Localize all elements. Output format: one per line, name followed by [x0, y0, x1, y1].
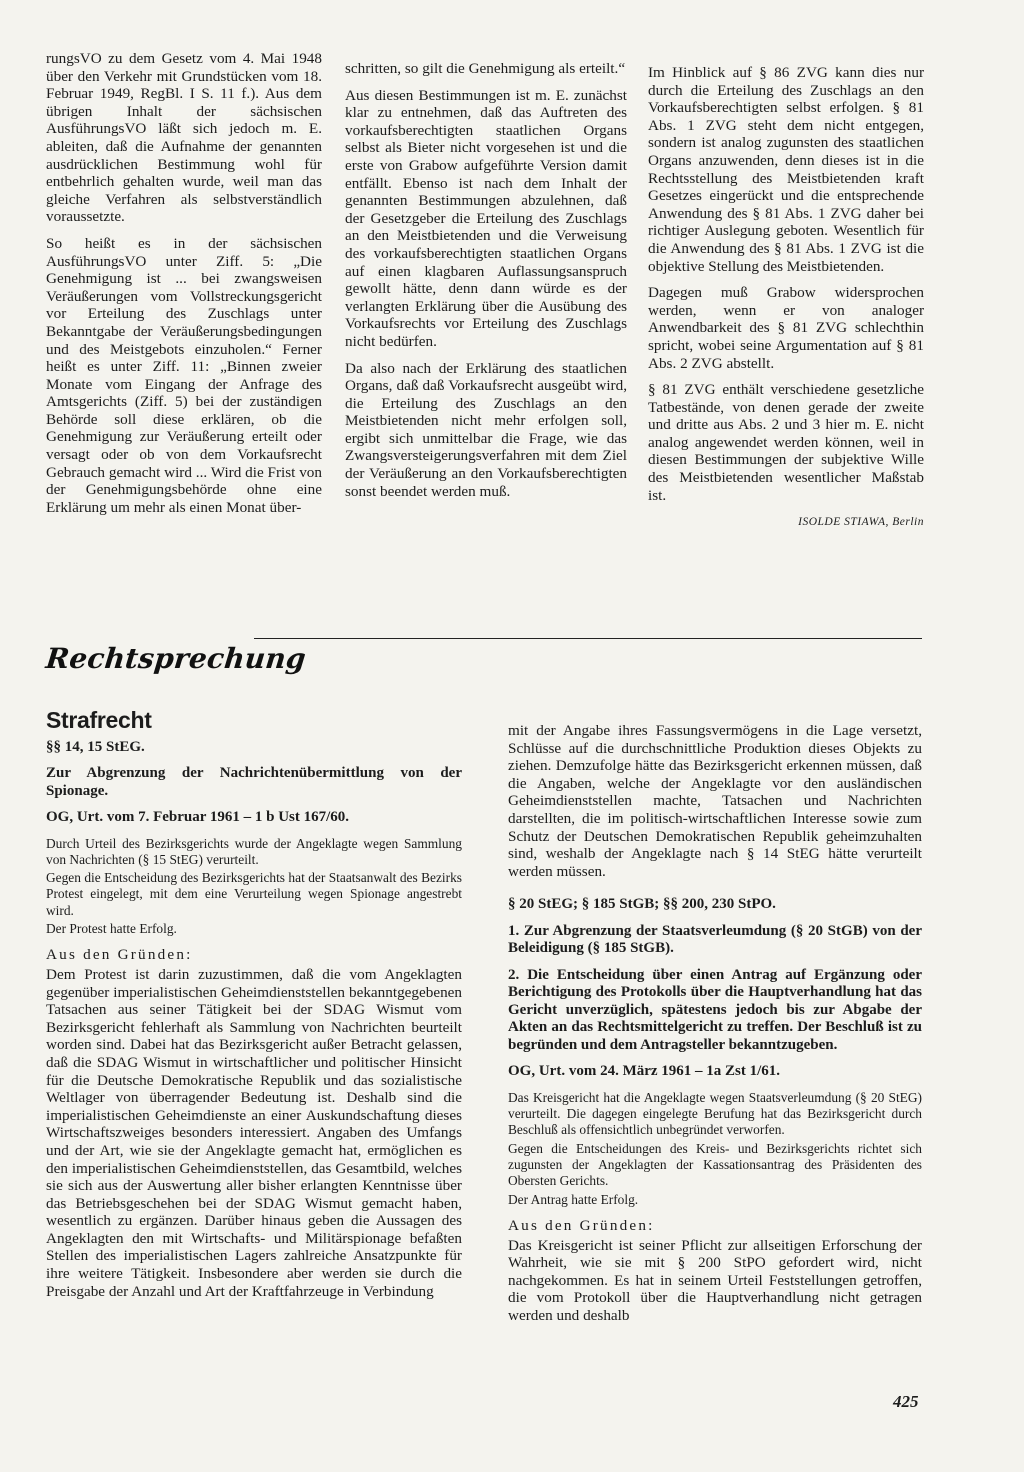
case-facts: Der Antrag hatte Erfolg. — [508, 1191, 639, 1207]
case-reasons: Dem Protest ist darin zuzustimmen, daß die vom Angeklagten gegenüber imperialistischen Geheimdienststellen bekanntgegebenen Tatsachen aus seiner Tätigkeit bei der SDAG Wismut vom Bezirksgericht fehlerhaft als Sammlung von Nachrichten beurteilt worden sind. Dabei hat das Bezirksgericht außer Betracht gelassen, daß die SDAG Wismut in wirtschaftlicher und politischer Hinsicht für die Deutsche Demokratische Republik und das sozialistische Weltlager von überragender Bedeutung ist. Deshalb sind die imperialistischen Geheimdienste an einer Auskundschaftung dieses Wirtschaftszweiges besonders interessiert. Angaben des Umfangs und der Art, wie sie der Angeklagte gemacht hat, ermöglichen es den imperialistischen Geheimdienststellen, das Gesamtbild, welches sie sich aus der Auswertung aller bisher erlangten Kenntnisse über das Betriebsgeschehen bei der SDAG Wismut gemacht haben, wesentlich zu ergänzen. Darüber hinaus geben die Aussagen des Angeklagten den mit Wirtschafts- und Militärspionage befaßten Stellen des imperialistischen Lagers zahlreiche Ansatzpunkte für ihre weitere Tätigkeit. Insbesondere aber werden sie durch die Preisgabe der Anzahl und Art der Kraftfahrzeuge in Verbindung — [46, 965, 462, 1300]
paragraph: § 81 ZVG enthält verschiedene gesetzliche Tatbestände, von denen gerade der zweite und dritte aus Abs. 2 und 3 hier m. E. nicht analog angewendet werden können, weil in diesen Bestimmungen der subjektive Wille des Meistbietenden wesentlicher Maßstab ist. — [648, 381, 924, 504]
case-continuation: mit der Angabe ihres Fassungsvermögens in die Lage versetzt, Schlüsse auf die durchschnittliche Produktion dieses Objekts zu ziehen. Demzufolge hätte das Bezirksgericht erkennen müssen, daß die Angaben, welche der Angeklagte vor den ausländischen Geheimdienststellen machte, Tatsachen und Nachrichten darstellten, die im politisch-wirtschaftlichen Interesse sowie zum Schutz der Deutschen Demokratischen Republik geheimzuhalten sind, weshalb der Angeklagte nach § 14 StEG hätte verurteilt werden müssen. — [508, 722, 922, 880]
paragraph: rungsVO zu dem Gesetz vom 4. Mai 1948 über den Verkehr mit Grundstücken vom 18. Februar 1949, RegBl. I S. 11 f.). Aus dem übrigen Inhalt der sächsischen AusführungsVO läßt sich jedoch m. E. ableiten, daß die Aufnahme der genannten ausdrücklichen Bestimmung wohl für entbehrlich gehalten wurde, weil man das gleiche Verfahren als selbstverständlich voraussetzte. — [46, 50, 322, 226]
section-title: Rechtsprechung — [44, 642, 308, 675]
case-facts: Das Kreisgericht hat die Angeklagte wegen Staatsverleumdung (§ 20 StEG) verurteilt. Die dagegen eingelegte Berufung hat das Bezirksgericht durch Beschluß als offensichtlich unbegründet verworfen. — [508, 1089, 922, 1138]
subsection-heading: Strafrecht — [46, 707, 152, 733]
reasons-label: Aus den Gründen: — [508, 1216, 655, 1234]
article-column-3 — [648, 64, 924, 532]
paragraph: Aus diesen Bestimmungen ist m. E. zunächst klar zu entnehmen, daß das Auftreten des vorkaufsberechtigten staatlichen Organs selbst als Bieter nicht vorgesehen ist und die erste von Grabow aufgeführte Version damit entfällt. Ebenso ist nach dem Inhalt der genannten Bestimmungen abzulehnen, daß der Gesetzgeber die Erteilung des Zuschlags an den Meistbietenden und die Verweisung des vorkaufsberechtigten staatlichen Organs auf einen klagbaren Auflassungsanspruch gewollt hätte, denn dann würde es der verlangten Erklärung über die Ausübung des Vorkaufsrechts vor Erteilung des Zuschlags nicht bedürfen. — [345, 86, 627, 350]
case-facts: Durch Urteil des Bezirksgerichts wurde der Angeklagte wegen Sammlung von Nachrichten (§ 15 StEG) verurteilt. — [46, 835, 462, 867]
page-number: 425 — [893, 1392, 919, 1411]
case-headnote: Zur Abgrenzung der Nachrichtenübermittlung von der Spionage. — [46, 765, 462, 799]
case-facts: Gegen die Entscheidungen des Kreis- und Bezirksgerichts richtet sich zugunsten der Angeklagten der Kassationsantrag des Präsidenten des Obersten Gerichts. — [508, 1140, 922, 1189]
article-column-2 — [345, 60, 627, 500]
case-headnote: 1. Zur Abgrenzung der Staatsverleumdung (§ 20 StGB) von der Beleidigung (§ 185 StGB). — [508, 922, 922, 957]
paragraph: Im Hinblick auf § 86 ZVG kann dies nur durch die Erteilung des Zuschlags an den Vorkaufsberechtigten selbst erfolgen. § 81 Abs. 1 ZVG steht dem nicht entgegen, sondern ist analog zugunsten des staatlichen Organs anzuwenden, denn dieses ist in die Rechtsstellung des Meistbietenden kraft Gesetzes eingerückt und die entsprechende Anwendung des § 81 Abs. 1 ZVG daher bei richtiger Auslegung geboten. Wesentlich für die Anwendung des § 81 Abs. 1 ZVG ist die objektive Stellung des Meistbietenden. — [648, 64, 924, 275]
paragraph: Da also nach der Erklärung des staatlichen Organs, daß daß Vorkaufsrecht ausgeübt wird, die Erteilung des Zuschlags an den Meistbietenden nicht mehr erfolgen soll, ergibt sich unmittelbar die Frage, wie das Zwangsversteigerungsverfahren mit dem Ziel der Veräußerung an den Vorkaufsberechtigten sonst beendet werden muß. — [345, 359, 627, 500]
paragraph: Dagegen muß Grabow widersprochen werden, wenn er von analoger Anwendbarkeit des § 81 ZVG schlechthin spricht, wobei seine Argumentation auf § 81 Abs. 2 ZVG abstellt. — [648, 284, 924, 372]
author-signature: ISOLDE STIAWA, Berlin — [798, 516, 924, 529]
reasons-label: Aus den Gründen: — [46, 946, 193, 964]
case-facts: Gegen die Entscheidung des Bezirksgerichts hat der Staatsanwalt des Bezirks Protest eingelegt, mit dem eine Verurteilung wegen Spionage angestrebt wird. — [46, 870, 462, 918]
case-norm: § 20 StEG; § 185 StGB; §§ 200, 230 StPO. — [508, 896, 776, 913]
paragraph: schritten, so gilt die Genehmigung als erteilt.“ — [345, 60, 626, 77]
case-reasons: Das Kreisgericht ist seiner Pflicht zur allseitigen Erforschung der Wahrheit, wie sie mit § 200 StPO gefordert wird, nicht nachgekommen. Es hat in seinem Urteil Feststellungen getroffen, die vom Protokoll über die Hauptverhandlung nicht getragen werden und deshalb — [508, 1236, 922, 1324]
section-divider — [254, 638, 922, 639]
article-column-1 — [46, 50, 322, 516]
case-facts: Der Protest hatte Erfolg. — [46, 921, 177, 937]
case-column-left — [46, 707, 462, 1300]
paragraph: So heißt es in der sächsischen AusführungsVO unter Ziff. 5: „Die Genehmigung ist ... bei zwangsweisen Veräußerungen vom Vollstreckungsgericht vor Erteilung des Zuschlags unter Bekanntgabe der Veräußerungsbedingungen und des Meistgebots einzuholen.“ Ferner heißt es unter Ziff. 11: „Binnen zweier Monate vom Eingang der Anfrage des Amtsgerichts (Ziff. 5) bei der zuständigen Behörde soll diese erklären, ob die Genehmigung zur Veräußerung erteilt oder versagt oder ob von dem Vorkaufsrecht Gebrauch gemacht wird ... Wird die Frist von der Genehmigungsbehörde ohne eine Erklärung um mehr als einen Monat über- — [46, 234, 322, 516]
case-headnote: 2. Die Entscheidung über einen Antrag auf Ergänzung oder Berichtigung des Protokolls über die Hauptverhandlung hat das Gericht unverzüglich, spätestens jedoch bis zur Abgabe der Akten an das Rechtsmittelgericht zu treffen. Der Beschluß ist zu begründen und dem Antragsteller bekanntzugeben. — [508, 966, 922, 1053]
case-citation: OG, Urt. vom 24. März 1961 – 1a Zst 1/61. — [508, 1063, 781, 1080]
case-column-right — [508, 722, 922, 1324]
case-citation: OG, Urt. vom 7. Februar 1961 – 1 b Ust 167/60. — [46, 809, 350, 826]
case-norm: §§ 14, 15 StEG. — [46, 738, 145, 755]
